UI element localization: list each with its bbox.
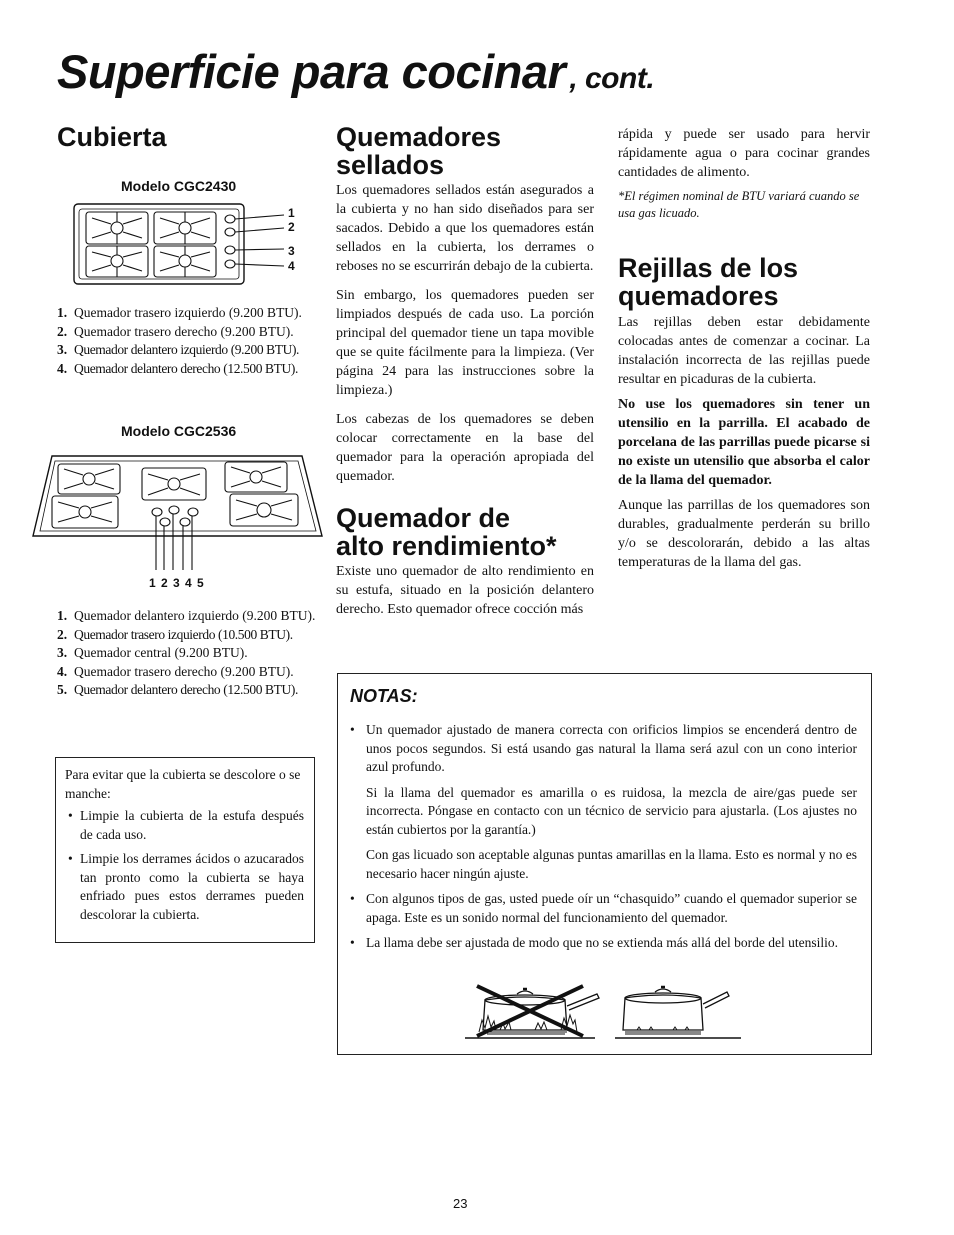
list-item: 3. Quemador delantero izquierdo (9.200 BTU).: [57, 342, 300, 357]
rejillas-heading: Rejillas de los quemadores: [618, 253, 799, 311]
cubierta-heading: Cubierta: [57, 122, 167, 152]
list-item: 2. Quemador trasero izquierdo (10.500 BTU).: [57, 626, 293, 642]
alto-rendimiento-continued: rápida y puede ser usado para hervir rápidamente agua o para cocinar grandes cantidades de alimento. *El régimen nominal de BTU variará cuando se usa gas licuado.: [618, 127, 870, 220]
list-item: • La llama debe ser ajustada de modo que no se extienda más allá del borde del utensilio.: [348, 934, 857, 953]
list-item: • Limpie los derrames ácidos o azucarados tan pronto como la cubierta se haya enfriado pues estos derrames pueden descolorar la cubierta.: [65, 850, 304, 924]
model-cgc2536-callouts: 1 2 3 4 5: [149, 576, 205, 590]
callout-1: 1: [288, 206, 295, 220]
btu-footnote: *El régimen nominal de BTU variará cuando se usa gas licuado.: [618, 189, 860, 220]
list-item: 2. Quemador trasero derecho (9.200 BTU).: [57, 323, 294, 339]
quemadores-sellados-body: Los quemadores sellados están asegurados a la cubierta y no han sido diseñados para ser sacados. Debido a que los quemadores están sellados en la cubierta, los derrames o reboses no se escurrirán debajo de la cubierta. Sin embargo, los quemadores pueden ser limpiados después de cada uso. La porción principal del quemador tiene un tapa movible que se quite fácilmente para la limpieza. (Ver página 24 para las instrucciones sobre la limpieza.) Los cabezas de los quemadores se deben colocar correctamente en la base del quemador para la operación apropiada del quemador.: [336, 183, 594, 484]
list-item: • Con algunos tipos de gas, usted puede oír un “chasquido” cuando el quemador superior se apaga. Este es un sonido normal del funcionamiento del quemador.: [348, 890, 857, 927]
tip-intro: Para evitar que la cubierta se descolore o se manche:: [65, 767, 301, 801]
rejillas-body: Las rejillas deben estar debidamente colocadas antes de comenzar a cocinar. La instalación incorrecta de las rejillas puede resultar en picaduras de la cubierta. No use los quemadores sin tener un utensilio en la parrilla. El acabado de porcelana de las parrillas puede picarse si no existe un utensilio que absorba el calor de la llama del quemador. Aunque las parrillas de los quemadores son durables, gradualmente perderán su brillo y/o se descolorarán, debido a las altas temperaturas de la llama del gas.: [618, 315, 870, 570]
quemadores-sellados-heading: Quemadores sellados: [336, 122, 502, 180]
cooktop-care-tip-box: [55, 757, 315, 943]
list-item: 3. Quemador central (9.200 BTU).: [57, 645, 248, 660]
callout-4: 4: [288, 259, 295, 273]
callout-3: 3: [288, 244, 295, 258]
notas-title: NOTAS:: [350, 686, 418, 706]
alto-rendimiento-body: Existe uno quemador de alto rendimiento en su estufa, situado en la posición delantero derecho. Esto quemador ofrece cocción más: [336, 564, 594, 617]
notas-paragraph: Si la llama del quemador es amarilla o es ruidosa, la mezcla de aire/gas puede ser incorrecta. Póngase en contacto con un técnico de servicio para ajustarla. (Los ajustes no están cubiertos por la garantía.): [366, 784, 857, 837]
list-item: 4. Quemador delantero derecho (12.500 BTU).: [57, 360, 298, 376]
title-suffix: , cont.: [569, 62, 655, 95]
cooktop-cgc2536-diagram: [30, 452, 325, 572]
list-item: 1. Quemador trasero izquierdo (9.200 BTU).: [57, 305, 302, 320]
callout-2: 2: [288, 220, 295, 234]
model-cgc2536-label: Modelo CGC2536: [121, 423, 237, 439]
list-item: 4. Quemador trasero derecho (9.200 BTU).: [57, 663, 294, 679]
notas-list: [348, 721, 857, 777]
list-item: • Un quemador ajustado de manera correcta con orificios limpios se encenderá dentro de unos pocos segundos. Si está usando gas natural la llama será azul con un cono interior azul profundo.: [348, 721, 857, 777]
model-cgc2430-burner-list: [57, 304, 322, 378]
model-cgc2536-burner-list: [57, 607, 319, 700]
list-item: 1. Quemador delantero izquierdo (9.200 BTU).: [57, 608, 316, 623]
page-title: [57, 44, 654, 99]
model-cgc2430-label: Modelo CGC2430: [121, 178, 237, 194]
notas-paragraph: Con gas licuado son aceptable algunas puntas amarillas en la llama. Esto es normal y no es necesario hacer ningún ajuste.: [366, 847, 857, 881]
flame-pot-illustration: [465, 980, 745, 1042]
alto-rendimiento-heading: Quemador de alto rendimiento*: [336, 503, 557, 561]
correct-flame-figure: [615, 987, 741, 1038]
list-item: 5. Quemador delantero derecho (12.500 BTU).: [57, 682, 298, 697]
page-number: 23: [453, 1196, 468, 1211]
tip-list: [65, 807, 304, 924]
list-item: • Limpie la cubierta de la estufa después de cada uso.: [65, 807, 304, 844]
title-main: Superficie para cocinar: [57, 45, 566, 98]
incorrect-flame-figure: [465, 986, 599, 1038]
cooktop-cgc2430-diagram: [70, 200, 310, 290]
